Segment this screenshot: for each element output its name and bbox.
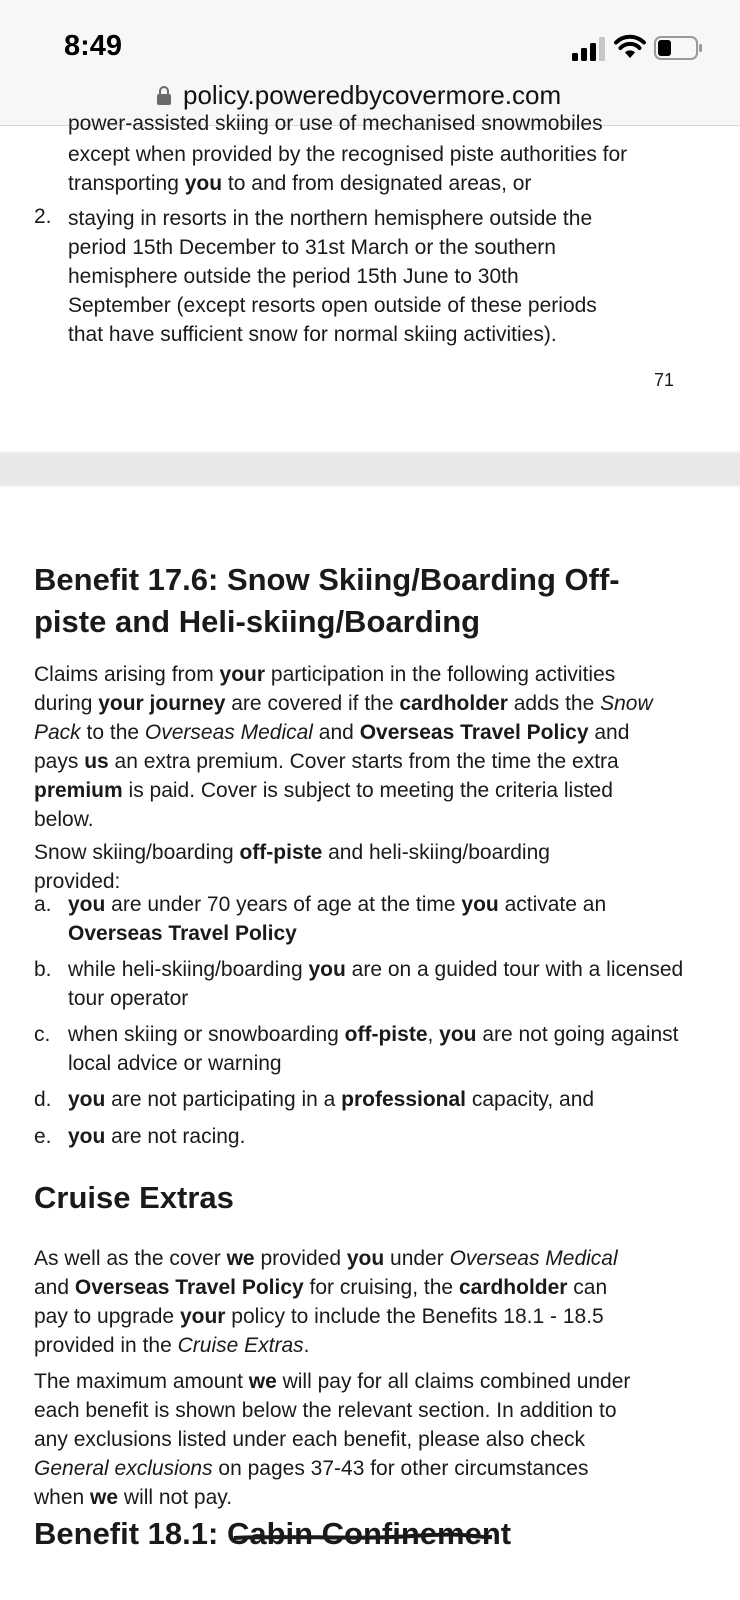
provided-paragraph: Snow skiing/boarding off-piste and heli-skiing/boarding provided: bbox=[34, 841, 550, 893]
condition-text: you are not racing. bbox=[68, 1125, 246, 1148]
condition-marker: d. bbox=[34, 1088, 52, 1111]
cruise-paragraph-1: As well as the cover we provided you under Overseas Medical and Overseas Travel Policy for cruising, the cardholder can pay to upgrade your policy to include the Benefits 18.1 - 18.5 provided in the Cruise Extras. bbox=[34, 1247, 618, 1357]
wifi-icon bbox=[614, 34, 646, 60]
item2-line5: that have sufficient snow for normal skiing activities). bbox=[68, 323, 557, 346]
document-page-71 bbox=[0, 112, 740, 451]
item2-number: 2. bbox=[34, 205, 52, 228]
item2-line4: September (except resorts open outside of these periods bbox=[68, 294, 597, 317]
status-time: 8:49 bbox=[64, 30, 123, 62]
item2-line2: period 15th December to 31st March or the southern bbox=[68, 236, 556, 259]
ink-scribble-mark bbox=[232, 1533, 494, 1541]
cut-off-line: power-assisted skiing or use of mechanised snowmobiles bbox=[68, 112, 603, 135]
document-page-72 bbox=[0, 487, 740, 1600]
condition-marker: c. bbox=[34, 1023, 51, 1046]
condition-marker: b. bbox=[34, 958, 52, 981]
item2-line3: hemisphere outside the period 15th June to 30th bbox=[68, 265, 519, 288]
page-number: 71 bbox=[653, 370, 674, 390]
condition-marker: e. bbox=[34, 1125, 52, 1148]
item1-line1: except when provided by the recognised piste authorities for bbox=[68, 143, 628, 166]
condition-text: you are under 70 years of age at the time you activate an Overseas Travel Policy bbox=[68, 893, 607, 945]
condition-text: you are not participating in a professional capacity, and bbox=[68, 1088, 595, 1111]
benefit-18-1-title: Benefit 18.1: Cabin Confinement bbox=[34, 1516, 512, 1551]
page-separator bbox=[0, 451, 740, 487]
condition-text: while heli-skiing/boarding you are on a guided tour with a licensed tour operator bbox=[68, 958, 684, 1010]
signal-icon bbox=[572, 37, 608, 61]
benefit-17-6-title: Benefit 17.6: Snow Skiing/Boarding Off- piste and Heli-skiing/Boarding bbox=[34, 562, 620, 639]
condition-text: when skiing or snowboarding off-piste, you are not going against local advice or warning bbox=[68, 1023, 679, 1075]
status-icons bbox=[564, 34, 704, 62]
lock-icon bbox=[157, 85, 171, 105]
benefit-intro-paragraph: Claims arising from your participation in the following activities during your journey are covered if the cardholder adds the Snow Pack to the Overseas Medical and Overseas Travel Policy and pays us an extra premium. Cover starts from the time the extra premium is paid. Cover is subject to meeting the criteria listed below. bbox=[34, 663, 653, 831]
condition-marker: a. bbox=[34, 893, 52, 916]
item2-line1: staying in resorts in the northern hemisphere outside the bbox=[68, 207, 593, 230]
battery-icon bbox=[654, 36, 704, 60]
url-text[interactable]: policy.poweredbycovermore.com bbox=[183, 80, 562, 110]
cruise-extras-title: Cruise Extras bbox=[34, 1180, 234, 1215]
item1-line2: transporting you to and from designated areas, or bbox=[68, 172, 532, 195]
cruise-paragraph-2: The maximum amount we will pay for all claims combined under each benefit is shown below the relevant section. In addition to any exclusions listed under each benefit, please also check General exclusions on pages 37-43 for other circumstances when we will not pay. bbox=[34, 1370, 631, 1509]
